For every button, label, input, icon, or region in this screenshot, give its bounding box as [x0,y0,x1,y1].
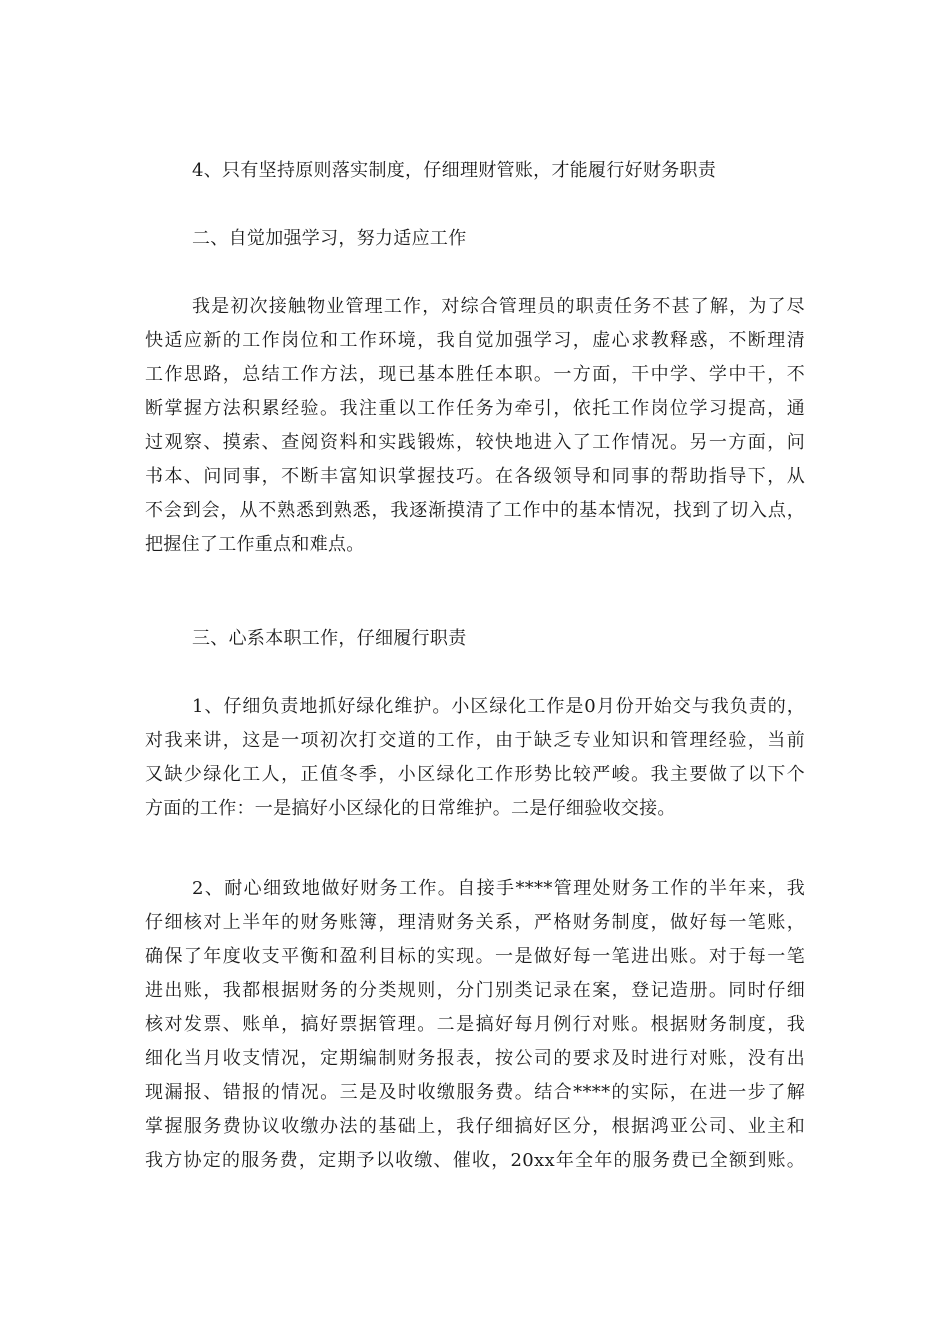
paragraph-line: 确保了年度收支平衡和盈利目标的实现。一是做好每一笔进出账。对于每一笔 [145,946,805,967]
paragraph-line: 仔细核对上半年的财务账簿，理清财务关系，严格财务制度，做好每一笔账， [145,912,805,933]
heading-item-4: 4、只有坚持原则落实制度，仔细理财管账，才能履行好财务职责 [192,160,717,181]
paragraph-study [145,290,805,562]
paragraph-line: 不会到会，从不熟悉到熟悉，我逐渐摸清了工作中的基本情况，找到了切入点， [145,500,805,521]
paragraph-line: 对我来讲，这是一项初次打交道的工作，由于缺乏专业知识和管理经验，当前 [145,730,805,751]
paragraph-line: 1、仔细负责地抓好绿化维护。小区绿化工作是0月份开始交与我负责的， [192,696,805,717]
paragraph-line: 掌握服务费协议收缴办法的基础上，我仔细搞好区分，根据鸿亚公司、业主和 [145,1116,805,1137]
paragraph-line: 方面的工作：一是搞好小区绿化的日常维护。二是仔细验收交接。 [145,798,676,819]
paragraph-line: 又缺少绿化工人，正值冬季，小区绿化工作形势比较严峻。我主要做了以下个 [145,764,805,785]
paragraph-line: 把握住了工作重点和难点。 [145,534,365,555]
paragraph-finance [145,872,805,1178]
paragraph-line: 我是初次接触物业管理工作，对综合管理员的职责任务不甚了解，为了尽 [192,296,805,317]
paragraph-line: 快适应新的工作岗位和工作环境，我自觉加强学习，虚心求教释惑，不断理清 [145,330,805,351]
paragraph-greening [145,690,805,826]
heading-section-2: 二、自觉加强学习，努力适应工作 [192,228,467,249]
paragraph-line: 进出账，我都根据财务的分类规则，分门别类记录在案，登记造册。同时仔细 [145,980,805,1001]
paragraph-line: 我方协定的服务费，定期予以收缴、催收，20xx年全年的服务费已全额到账。 [145,1150,805,1171]
heading-section-3: 三、心系本职工作，仔细履行职责 [192,628,467,649]
paragraph-line: 2、耐心细致地做好财务工作。自接手****管理处财务工作的半年来，我 [192,878,805,899]
paragraph-line: 现漏报、错报的情况。三是及时收缴服务费。结合****的实际，在进一步了解 [145,1082,805,1103]
paragraph-line: 工作思路，总结工作方法，现已基本胜任本职。一方面，干中学、学中干，不 [145,364,805,385]
paragraph-line: 过观察、摸索、查阅资料和实践锻炼，较快地进入了工作情况。另一方面，问 [145,432,805,453]
paragraph-line: 断掌握方法积累经验。我注重以工作任务为牵引，依托工作岗位学习提高，通 [145,398,805,419]
paragraph-line: 细化当月收支情况，定期编制财务报表，按公司的要求及时进行对账，没有出 [145,1048,805,1069]
paragraph-line: 书本、问同事，不断丰富知识掌握技巧。在各级领导和同事的帮助指导下，从 [145,466,805,487]
paragraph-line: 核对发票、账单，搞好票据管理。二是搞好每月例行对账。根据财务制度，我 [145,1014,805,1035]
